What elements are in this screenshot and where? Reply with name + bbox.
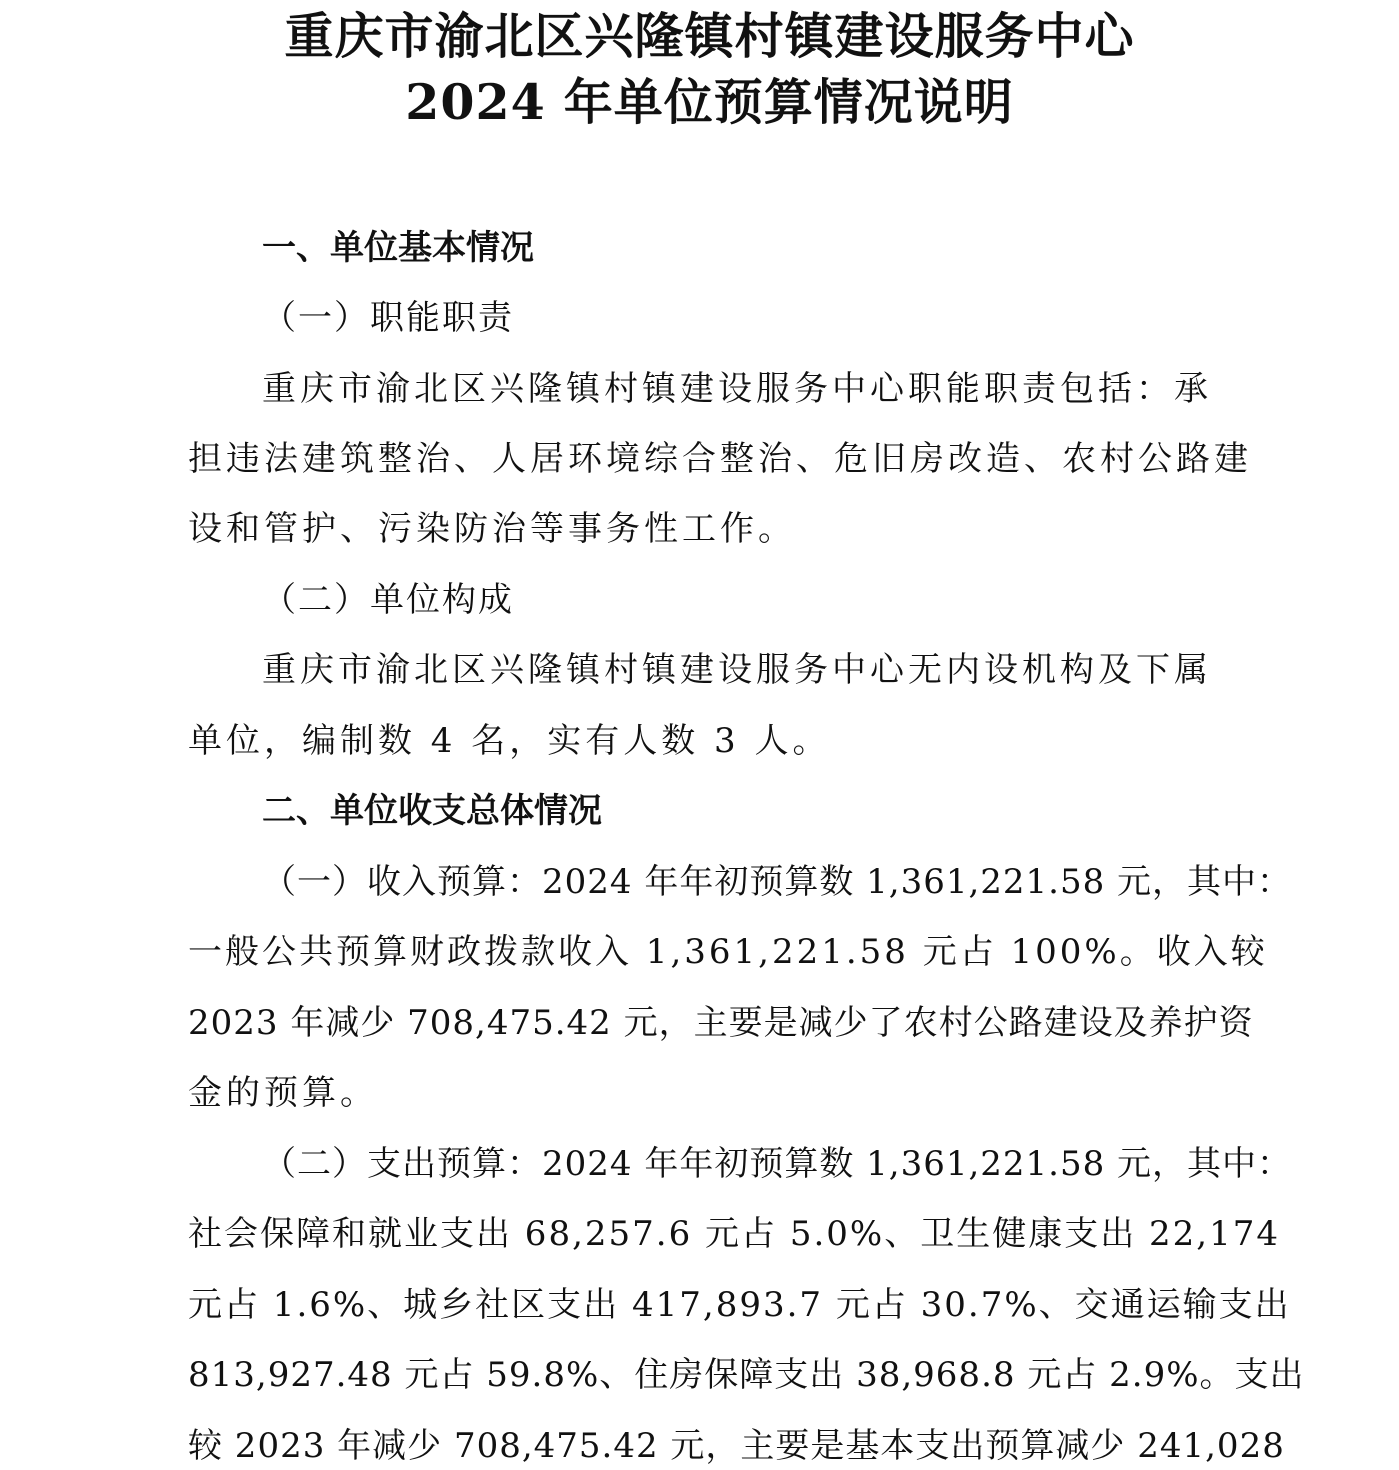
paragraph-line: 重庆市渝北区兴隆镇村镇建设服务中心无内设机构及下属 bbox=[262, 650, 1212, 690]
expense-line: 元占 1.6%、城乡社区支出 417,893.7 元占 30.7%、交通运输支出 bbox=[188, 1285, 1291, 1325]
expense-line: 813,927.48 元占 59.8%、住房保障支出 38,968.8 元占 2.9%。支出 bbox=[188, 1355, 1305, 1395]
income-line: 金的预算。 bbox=[188, 1073, 378, 1113]
section1-sub2-heading: （二）单位构成 bbox=[262, 580, 514, 620]
expense-line: （二）支出预算：2024 年年初预算数 1,361,221.58 元，其中： bbox=[262, 1144, 1293, 1184]
document-title-line1: 重庆市渝北区兴隆镇村镇建设服务中心 bbox=[284, 7, 1135, 65]
income-line: 2023 年减少 708,475.42 元，主要是减少了农村公路建设及养护资 bbox=[188, 1003, 1254, 1043]
expense-line: 社会保障和就业支出 68,257.6 元占 5.0%、卫生健康支出 22,174 bbox=[188, 1214, 1280, 1254]
paragraph-line: 设和管护、污染防治等事务性工作。 bbox=[188, 509, 796, 549]
paragraph-line: 担违法建筑整治、人居环境综合整治、危旧房改造、农村公路建 bbox=[188, 439, 1252, 479]
expense-line: 较 2023 年减少 708,475.42 元，主要是基本支出预算减少 241,028 bbox=[188, 1426, 1285, 1466]
income-line: 一般公共预算财政拨款收入 1,361,221.58 元占 100%。收入较 bbox=[188, 932, 1268, 972]
section1-heading: 一、单位基本情况 bbox=[262, 228, 534, 268]
section2-heading: 二、单位收支总体情况 bbox=[262, 791, 602, 831]
income-line: （一）收入预算：2024 年年初预算数 1,361,221.58 元，其中： bbox=[262, 862, 1293, 902]
paragraph-line: 重庆市渝北区兴隆镇村镇建设服务中心职能职责包括：承 bbox=[262, 369, 1212, 409]
section1-sub1-heading: （一）职能职责 bbox=[262, 298, 514, 338]
paragraph-line: 单位，编制数 4 名，实有人数 3 人。 bbox=[188, 721, 831, 761]
document-title-line2: 2024 年单位预算情况说明 bbox=[405, 73, 1014, 131]
